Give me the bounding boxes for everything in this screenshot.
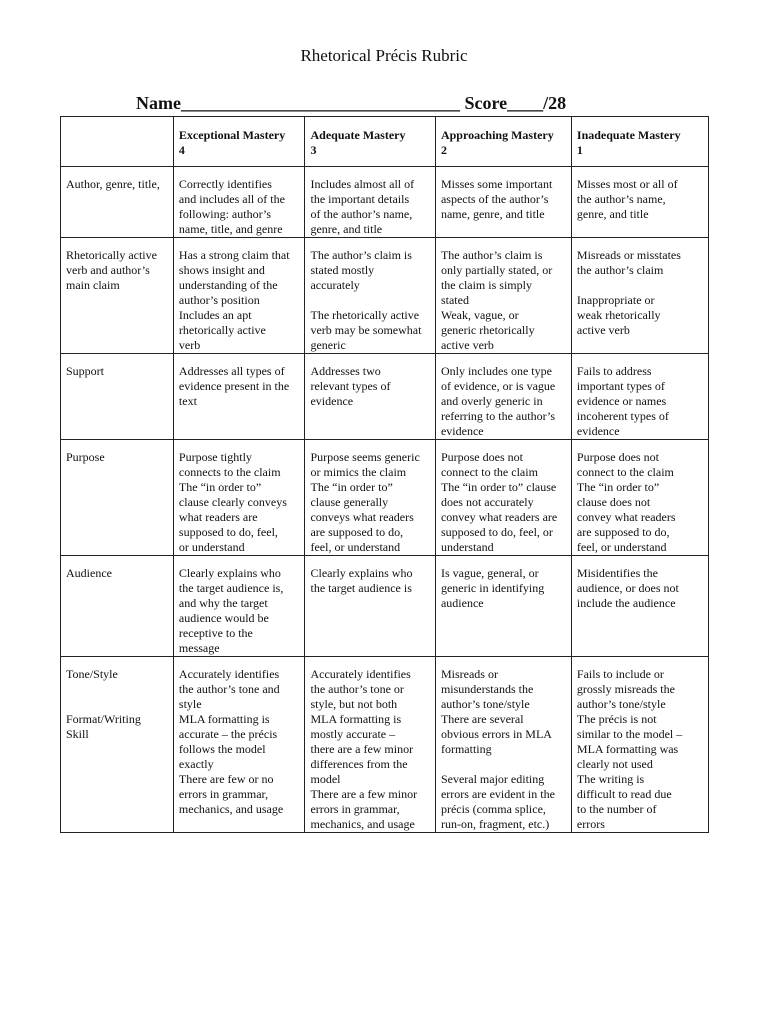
cell-exceptional <box>173 556 305 657</box>
cell-exceptional <box>173 238 305 354</box>
cell-inadequate <box>571 712 708 833</box>
row-tone-style <box>61 657 709 713</box>
header-inadequate <box>571 117 708 167</box>
cell-text <box>441 757 566 772</box>
cell-text: accurate – the précis <box>178 727 278 741</box>
header-label: Adequate Mastery <box>310 128 406 142</box>
cell-text: incoherent types of <box>576 409 669 423</box>
cell-text: evidence <box>310 394 354 408</box>
cell-text: accurately <box>310 278 360 292</box>
cell-text: Addresses all types of <box>178 364 285 378</box>
cell-text: similar to the model – <box>576 727 683 741</box>
cell-approaching <box>435 167 571 238</box>
cell-text: Accurately identifies <box>178 667 280 681</box>
cell-text: the author’s tone and <box>178 682 280 696</box>
cell-text: of evidence, or is vague <box>440 379 556 393</box>
cell-text: The author’s claim is <box>440 248 543 262</box>
cell-text: only partially stated, or <box>440 263 553 277</box>
cell-text: Misidentifies the <box>576 566 658 580</box>
cell-text: formatting <box>440 742 492 756</box>
cell-text: and includes all of the <box>178 192 285 206</box>
cell-text: author’s tone/style <box>440 697 530 711</box>
cell-text: Fails to include or <box>576 667 664 681</box>
cell-text: the claim is simply <box>440 278 532 292</box>
cell-text: convey what readers are <box>440 510 558 524</box>
cell-text: Purpose tightly <box>178 450 252 464</box>
cell-adequate <box>305 657 435 713</box>
cell-text: active verb <box>576 323 630 337</box>
cell-text: the target audience is, <box>178 581 284 595</box>
header-score: 4 <box>178 143 185 157</box>
cell-adequate <box>305 440 435 556</box>
criterion-cell <box>61 238 174 354</box>
header-score: 1 <box>576 143 583 157</box>
cell-inadequate <box>571 556 708 657</box>
cell-exceptional <box>173 354 305 440</box>
cell-exceptional <box>173 440 305 556</box>
cell-text: mostly accurate – <box>310 727 396 741</box>
cell-text: to the number of <box>576 802 657 816</box>
cell-text: The rhetorically active <box>310 308 420 322</box>
cell-inadequate <box>571 440 708 556</box>
cell-text: Accurately identifies <box>310 667 411 681</box>
cell-text: errors in grammar, <box>178 787 269 801</box>
cell-text: relevant types of <box>310 379 391 393</box>
cell-text: important types of <box>576 379 665 393</box>
cell-text: verb <box>178 338 201 352</box>
cell-text: Includes an apt <box>178 308 252 322</box>
criterion-cell <box>61 657 174 713</box>
cell-text: the important details <box>310 192 410 206</box>
criterion-text: verb and author’s <box>66 263 150 277</box>
cell-text: style, but not both <box>310 697 398 711</box>
cell-text: The “in order to” <box>178 480 262 494</box>
cell-inadequate <box>571 657 708 713</box>
cell-text: supposed to do, feel, or <box>440 525 553 539</box>
cell-text: genre, and title <box>576 207 649 221</box>
cell-text: are supposed to do, <box>576 525 670 539</box>
cell-exceptional <box>173 167 305 238</box>
cell-approaching <box>435 238 571 354</box>
criterion-text: Tone/Style <box>66 667 118 681</box>
cell-exceptional <box>173 657 305 713</box>
cell-exceptional <box>173 712 305 833</box>
cell-text: active verb <box>440 338 494 352</box>
cell-text: following: author’s <box>178 207 272 221</box>
cell-text: conveys what readers <box>310 510 414 524</box>
cell-text: audience <box>440 596 484 610</box>
cell-text: and why the target <box>178 596 268 610</box>
cell-text <box>577 278 703 293</box>
cell-text: stated <box>440 293 469 307</box>
cell-text: evidence present in the <box>178 379 290 393</box>
cell-text: evidence <box>440 424 484 438</box>
row-main-claim <box>61 238 709 354</box>
cell-text: Inappropriate or <box>576 293 655 307</box>
header-label: Inadequate Mastery <box>576 128 681 142</box>
header-label: Approaching Mastery <box>440 128 554 142</box>
cell-text: Purpose does not <box>440 450 523 464</box>
header-exceptional <box>173 117 305 167</box>
criterion-text: Author, genre, title, <box>66 177 160 191</box>
cell-text: or understand <box>178 540 245 554</box>
header-criterion <box>61 117 174 167</box>
cell-text: what readers are <box>178 510 258 524</box>
criterion-text: main claim <box>66 278 120 292</box>
row-support <box>61 354 709 440</box>
criterion-text: Format/Writing <box>66 712 141 726</box>
cell-text: Several major editing <box>440 772 545 786</box>
cell-text: Clearly explains who <box>178 566 281 580</box>
cell-text: text <box>178 394 197 408</box>
cell-approaching <box>435 440 571 556</box>
name-score-line: Name_______________________________ Score____/28 <box>136 93 567 113</box>
cell-text: differences from the <box>310 757 408 771</box>
cell-text: Clearly explains who <box>310 566 413 580</box>
row-audience <box>61 556 709 657</box>
criterion-cell <box>61 167 174 238</box>
cell-text: or mimics the claim <box>310 465 407 479</box>
cell-text: MLA formatting is <box>310 712 402 726</box>
criterion-cell <box>61 712 174 833</box>
cell-text: author’s position <box>178 293 260 307</box>
cell-text: clause clearly conveys <box>178 495 287 509</box>
cell-text: errors are evident in the <box>440 787 555 801</box>
cell-adequate <box>305 556 435 657</box>
cell-text: mechanics, and usage <box>178 802 284 816</box>
cell-text: feel, or understand <box>576 540 667 554</box>
cell-text: Has a strong claim that <box>178 248 290 262</box>
criterion-text: Support <box>66 364 105 378</box>
cell-approaching <box>435 556 571 657</box>
cell-text: style <box>178 697 202 711</box>
cell-text: difficult to read due <box>576 787 672 801</box>
cell-text: clause does not <box>576 495 651 509</box>
header-score: 2 <box>440 143 447 157</box>
cell-text: MLA formatting was <box>576 742 679 756</box>
cell-text: aspects of the author’s <box>440 192 549 206</box>
cell-adequate <box>305 238 435 354</box>
header-label: Exceptional Mastery <box>178 128 286 142</box>
cell-text: Only includes one type <box>440 364 552 378</box>
cell-text: audience would be <box>178 611 269 625</box>
cell-text: name, genre, and title <box>440 207 545 221</box>
cell-text: Includes almost all of <box>310 177 415 191</box>
cell-text: feel, or understand <box>310 540 401 554</box>
page-title: Rhetorical Précis Rubric <box>300 46 468 65</box>
cell-text: of the author’s name, <box>310 207 413 221</box>
row-author-genre-title <box>61 167 709 238</box>
cell-text: audience, or does not <box>576 581 679 595</box>
row-format-writing <box>61 712 709 833</box>
cell-inadequate <box>571 167 708 238</box>
cell-inadequate <box>571 354 708 440</box>
cell-text: Misreads or <box>440 667 498 681</box>
cell-text: The précis is not <box>576 712 657 726</box>
cell-text: The author’s claim is <box>310 248 412 262</box>
cell-text: Misses most or all of <box>576 177 678 191</box>
cell-text: errors <box>576 817 605 831</box>
cell-adequate <box>305 354 435 440</box>
header-row <box>61 117 709 167</box>
cell-text: The “in order to” clause <box>440 480 557 494</box>
cell-text: receptive to the <box>178 626 253 640</box>
header-approaching <box>435 117 571 167</box>
cell-text: Misses some important <box>440 177 553 191</box>
cell-text: Addresses two <box>310 364 381 378</box>
cell-text: MLA formatting is <box>178 712 270 726</box>
cell-text: The “in order to” <box>576 480 660 494</box>
cell-text: clearly not used <box>576 757 653 771</box>
cell-text: referring to the author’s <box>440 409 556 423</box>
cell-text: name, title, and genre <box>178 222 283 236</box>
cell-text: Fails to address <box>576 364 652 378</box>
cell-text: evidence or names <box>576 394 667 408</box>
cell-text: generic in identifying <box>440 581 545 595</box>
criterion-cell <box>61 354 174 440</box>
cell-text: The “in order to” <box>310 480 393 494</box>
cell-text: understand <box>440 540 494 554</box>
cell-text: generic rhetorically <box>440 323 535 337</box>
cell-text: model <box>310 772 341 786</box>
cell-text: obvious errors in MLA <box>440 727 552 741</box>
cell-text: Weak, vague, or <box>440 308 519 322</box>
cell-approaching <box>435 712 571 833</box>
cell-text: the author’s claim <box>576 263 664 277</box>
cell-text: generic <box>310 338 346 352</box>
cell-text: connect to the claim <box>440 465 538 479</box>
row-purpose <box>61 440 709 556</box>
criterion-cell <box>61 556 174 657</box>
cell-text: and overly generic in <box>440 394 543 408</box>
criterion-cell <box>61 440 174 556</box>
cell-text: genre, and title <box>310 222 383 236</box>
cell-text: understanding of the <box>178 278 278 292</box>
cell-text: the author’s name, <box>576 192 666 206</box>
cell-text: message <box>178 641 220 655</box>
cell-text: convey what readers <box>576 510 676 524</box>
cell-text: author’s tone/style <box>576 697 666 711</box>
cell-text: does not accurately <box>440 495 534 509</box>
rubric-table <box>60 116 709 833</box>
cell-text: follows the model <box>178 742 266 756</box>
cell-text: rhetorically active <box>178 323 266 337</box>
cell-text: connect to the claim <box>576 465 674 479</box>
cell-text <box>310 293 429 308</box>
cell-text: The writing is <box>576 772 645 786</box>
cell-text: Is vague, general, or <box>440 566 539 580</box>
cell-text: errors in grammar, <box>310 802 400 816</box>
cell-text: the author’s tone or <box>310 682 404 696</box>
cell-text: mechanics, and usage <box>310 817 415 831</box>
header-adequate <box>305 117 435 167</box>
cell-adequate <box>305 167 435 238</box>
cell-approaching <box>435 354 571 440</box>
cell-text: précis (comma splice, <box>440 802 546 816</box>
cell-text: Purpose seems generic <box>310 450 420 464</box>
cell-text: misunderstands the <box>440 682 534 696</box>
criterion-text: Skill <box>66 727 89 741</box>
cell-text: verb may be somewhat <box>310 323 422 337</box>
cell-text: shows insight and <box>178 263 265 277</box>
cell-adequate <box>305 712 435 833</box>
cell-text: There are several <box>440 712 524 726</box>
cell-text: grossly misreads the <box>576 682 675 696</box>
cell-inadequate <box>571 238 708 354</box>
cell-text: Correctly identifies <box>178 177 272 191</box>
cell-text: There are a few minor <box>310 787 418 801</box>
cell-text: There are few or no <box>178 772 274 786</box>
cell-text: Misreads or misstates <box>576 248 681 262</box>
cell-text: the target audience is <box>310 581 412 595</box>
cell-text: stated mostly <box>310 263 375 277</box>
cell-text: are supposed to do, <box>310 525 404 539</box>
cell-text: Purpose does not <box>576 450 659 464</box>
cell-text: include the audience <box>576 596 676 610</box>
header-score: 3 <box>310 143 317 157</box>
cell-text: clause generally <box>310 495 389 509</box>
cell-approaching <box>435 657 571 713</box>
cell-text: connects to the claim <box>178 465 281 479</box>
cell-text: run-on, fragment, etc.) <box>440 817 550 831</box>
cell-text: there are a few minor <box>310 742 414 756</box>
cell-text: exactly <box>178 757 214 771</box>
cell-text: weak rhetorically <box>576 308 661 322</box>
cell-text: supposed to do, feel, <box>178 525 278 539</box>
cell-text: evidence <box>576 424 620 438</box>
criterion-text: Rhetorically active <box>66 248 157 262</box>
criterion-text: Audience <box>66 566 112 580</box>
criterion-text: Purpose <box>66 450 105 464</box>
